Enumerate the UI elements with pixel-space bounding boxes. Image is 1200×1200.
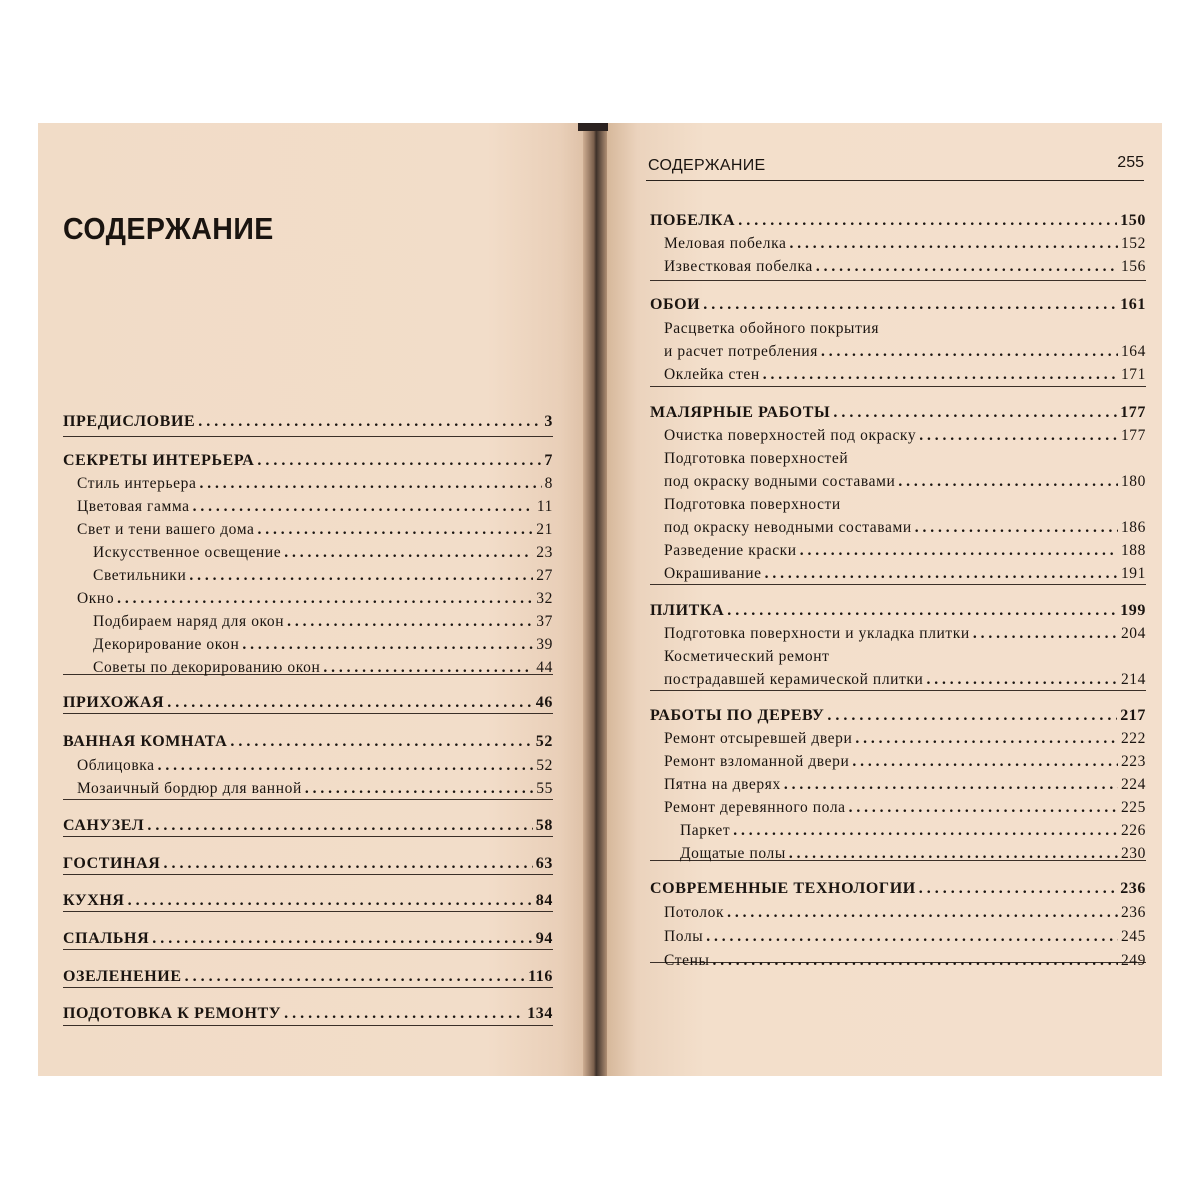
toc-entry-title: ВАННАЯ КОМНАТА: [63, 733, 228, 750]
toc-chapter-entry: [650, 880, 1146, 898]
toc-entry-title: Очистка поверхностей под окраску: [664, 427, 917, 444]
toc-leader-dots: [152, 930, 533, 948]
toc-page-number: 152: [1120, 235, 1146, 252]
toc-entry-title: Ремонт отсыревшей двери: [664, 730, 853, 747]
toc-entry-title: Подготовка поверхностей: [664, 450, 849, 467]
toc-entry-title: Пятна на дверях: [664, 776, 781, 793]
toc-leader-dots: [185, 968, 525, 986]
toc-entry-title: ОБОИ: [650, 296, 701, 313]
toc-subentry: [63, 498, 553, 516]
toc-entry-title: Цветовая гамма: [77, 498, 190, 515]
toc-chapter-entry: [63, 452, 553, 470]
spine-edge: [578, 123, 608, 131]
toc-leader-dots: [727, 904, 1118, 922]
toc-subentry: [63, 613, 553, 631]
toc-leader-dots: [287, 613, 533, 631]
toc-chapter-entry: [63, 892, 553, 910]
toc-page-number: 58: [535, 817, 553, 834]
toc-entry-title: Светильники: [93, 567, 187, 584]
toc-subentry: [63, 521, 553, 539]
toc-subentry: [650, 648, 1146, 666]
toc-leader-dots: [833, 404, 1117, 422]
toc-chapter-entry: [63, 694, 553, 712]
toc-entry-title: ПОДОТОВКА К РЕМОНТУ: [63, 1005, 282, 1022]
toc-entry-title: Подготовка поверхности: [664, 496, 841, 513]
toc-entry-title: ПРЕДИСЛОВИЕ: [63, 413, 196, 430]
toc-page-number: 177: [1120, 404, 1146, 421]
toc-page-number: 236: [1120, 904, 1146, 921]
toc-entry-title: Разведение краски: [664, 542, 797, 559]
toc-leader-dots: [703, 296, 1117, 314]
toc-leader-dots: [199, 475, 541, 493]
toc-page-number: 134: [527, 1005, 553, 1022]
toc-subentry: [63, 475, 553, 493]
toc-page-number: 116: [528, 968, 553, 985]
toc-page-number: 191: [1120, 565, 1146, 582]
toc-entry-title: САНУЗЕЛ: [63, 817, 145, 834]
toc-subentry: [650, 799, 1146, 817]
toc-leader-dots: [189, 567, 533, 585]
toc-page-number: 63: [535, 855, 553, 872]
toc-entry-title: под окраску неводными составами: [664, 519, 912, 536]
toc-page-number: 156: [1120, 258, 1146, 275]
toc-leader-dots: [926, 671, 1117, 689]
toc-page-number: 180: [1120, 473, 1146, 490]
toc-leader-dots: [973, 625, 1118, 643]
toc-chapter-entry: [63, 930, 553, 948]
toc-leader-dots: [821, 343, 1118, 361]
toc-leader-dots: [738, 212, 1117, 230]
toc-entry-title: Подготовка поверхности и укладка плитки: [664, 625, 970, 642]
toc-entry-title: Облицовка: [77, 757, 155, 774]
toc-chapter-entry: [63, 968, 553, 986]
toc-entry-title: Стены: [664, 952, 710, 969]
toc-entry-title: Оклейка стен: [664, 366, 760, 383]
toc-leader-dots: [915, 519, 1118, 537]
toc-leader-dots: [305, 780, 533, 798]
toc-subentry: [650, 625, 1146, 643]
toc-page-number: 225: [1120, 799, 1146, 816]
toc-leader-dots: [898, 473, 1118, 491]
toc-subentry: [63, 590, 553, 608]
toc-subentry: [650, 427, 1146, 445]
toc-page-number: 177: [1120, 427, 1146, 444]
toc-entry-title: Ремонт деревянного пола: [664, 799, 846, 816]
toc-leader-dots: [849, 799, 1118, 817]
toc-chapter-entry: [63, 1005, 553, 1023]
toc-leader-dots: [919, 427, 1118, 445]
book-spine: [583, 123, 607, 1076]
running-head: СОДЕРЖАНИЕ: [648, 157, 766, 174]
toc-subentry: [650, 904, 1146, 922]
toc-leader-dots: [198, 413, 541, 431]
toc-page-number: 171: [1120, 366, 1146, 383]
toc-subentry: [650, 473, 1146, 491]
toc-subentry: [650, 320, 1146, 338]
toc-chapter-entry: [650, 602, 1146, 620]
toc-chapter-entry: [650, 707, 1146, 725]
toc-page-number: 27: [536, 567, 553, 584]
toc-page-number: 204: [1120, 625, 1146, 642]
toc-entry-title: Ремонт взломанной двери: [664, 753, 850, 770]
toc-subentry: [63, 544, 553, 562]
toc-leader-dots: [784, 776, 1118, 794]
toc-page-number: 52: [535, 733, 553, 750]
toc-page-number: 224: [1120, 776, 1146, 793]
toc-leader-dots: [852, 753, 1118, 771]
toc-entry-title: Косметический ремонт: [664, 648, 830, 665]
toc-subentry: [63, 757, 553, 775]
toc-entry-title: ГОСТИНАЯ: [63, 855, 161, 872]
toc-leader-dots: [763, 366, 1118, 384]
toc-subentry: [63, 780, 553, 798]
toc-page-number: 217: [1120, 707, 1146, 724]
toc-leader-dots: [727, 602, 1117, 620]
toc-entry-title: Декорирование окон: [93, 636, 240, 653]
toc-page-number: 226: [1120, 822, 1146, 839]
toc-entry-title: Искусственное освещение: [93, 544, 282, 561]
toc-subentry: [650, 776, 1146, 794]
page-number: 255: [1117, 154, 1144, 171]
toc-leader-dots: [284, 544, 533, 562]
toc-page-number: 164: [1120, 343, 1146, 360]
toc-page-number: 21: [536, 521, 553, 538]
toc-page-number: 236: [1120, 880, 1146, 897]
toc-entry-title: ОЗЕЛЕНЕНИЕ: [63, 968, 182, 985]
toc-page-number: 32: [536, 590, 553, 607]
toc-subentry: [650, 235, 1146, 253]
toc-page-number: 46: [535, 694, 553, 711]
toc-entry-title: Меловая побелка: [664, 235, 787, 252]
toc-entry-title: РАБОТЫ ПО ДЕРЕВУ: [650, 707, 825, 724]
toc-entry-title: Советы по декорированию окон: [93, 659, 321, 676]
toc-subentry: [650, 730, 1146, 748]
toc-subentry: [650, 542, 1146, 560]
toc-entry-title: Расцветка обойного покрытия: [664, 320, 880, 337]
toc-entry-title: Свет и тени вашего дома: [77, 521, 255, 538]
header-rule: [646, 180, 1144, 181]
toc-entry-title: ПОБЕЛКА: [650, 212, 736, 229]
toc-leader-dots: [230, 733, 532, 751]
toc-entry-title: и расчет потребления: [664, 343, 818, 360]
toc-chapter-entry: [63, 817, 553, 835]
toc-entry-title: ПЛИТКА: [650, 602, 725, 619]
toc-subentry: [650, 822, 1146, 840]
toc-page-number: 52: [536, 757, 553, 774]
toc-subentry: [650, 343, 1146, 361]
toc-page-number: 3: [544, 413, 553, 430]
toc-subentry: [650, 519, 1146, 537]
toc-subentry: [63, 567, 553, 585]
toc-subentry: [650, 753, 1146, 771]
toc-subentry: [650, 952, 1146, 970]
toc-subentry: [650, 366, 1146, 384]
toc-subentry: [63, 636, 553, 654]
toc-leader-dots: [258, 521, 534, 539]
toc-leader-dots: [128, 892, 533, 910]
toc-leader-dots: [163, 855, 532, 873]
toc-subentry: [650, 450, 1146, 468]
toc-entry-title: СЕКРЕТЫ ИНТЕРЬЕРА: [63, 452, 255, 469]
toc-chapter-entry: [650, 212, 1146, 230]
toc-leader-dots: [827, 707, 1117, 725]
toc-subentry: [650, 928, 1146, 946]
toc-page-number: 199: [1120, 602, 1146, 619]
toc-page-number: 230: [1120, 845, 1146, 862]
toc-chapter-entry: [63, 855, 553, 873]
toc-entry-title: пострадавшей керамической плитки: [664, 671, 924, 688]
toc-page-number: 23: [536, 544, 553, 561]
toc-subentry: [650, 565, 1146, 583]
toc-subentry: [650, 258, 1146, 276]
toc-page-number: 223: [1120, 753, 1146, 770]
toc-entry-title: КУХНЯ: [63, 892, 125, 909]
toc-entry-title: Подбираем наряд для окон: [93, 613, 285, 630]
toc-page-number: 245: [1120, 928, 1146, 945]
toc-entry-title: Известковая побелка: [664, 258, 813, 275]
toc-page-number: 214: [1120, 671, 1146, 688]
toc-page-number: 39: [536, 636, 553, 653]
toc-chapter-entry: [650, 404, 1146, 422]
toc-subentry: [650, 496, 1146, 514]
toc-chapter-entry: [63, 733, 553, 751]
toc-page-number: 222: [1120, 730, 1146, 747]
toc-page-number: 37: [536, 613, 553, 630]
toc-page-number: 186: [1120, 519, 1146, 536]
toc-chapter-entry: [63, 413, 553, 431]
toc-entry-title: ПРИХОЖАЯ: [63, 694, 165, 711]
toc-leader-dots: [284, 1005, 524, 1023]
toc-page-number: 11: [536, 498, 553, 515]
toc-entry-title: МАЛЯРНЫЕ РАБОТЫ: [650, 404, 831, 421]
toc-page-number: 84: [535, 892, 553, 909]
toc-page-number: 161: [1120, 296, 1146, 313]
toc-page-number: 44: [536, 659, 553, 676]
toc-entry-title: Окно: [77, 590, 115, 607]
toc-leader-dots: [706, 928, 1118, 946]
toc-subentry: [650, 671, 1146, 689]
toc-leader-dots: [713, 952, 1118, 970]
right-page: [604, 123, 1162, 1076]
toc-entry-title: Полы: [664, 928, 704, 945]
toc-entry-title: Мозаичный бордюр для ванной: [77, 780, 302, 797]
toc-leader-dots: [800, 542, 1118, 560]
toc-leader-dots: [816, 258, 1118, 276]
toc-page-number: 8: [544, 475, 553, 492]
toc-leader-dots: [242, 636, 533, 654]
toc-page-number: 150: [1120, 212, 1146, 229]
toc-leader-dots: [167, 694, 533, 712]
toc-leader-dots: [158, 757, 534, 775]
toc-entry-title: Стиль интерьера: [77, 475, 197, 492]
contents-title: СОДЕРЖАНИЕ: [63, 211, 274, 246]
toc-leader-dots: [117, 590, 533, 608]
toc-entry-title: Паркет: [680, 822, 731, 839]
toc-page-number: 94: [535, 930, 553, 947]
toc-leader-dots: [147, 817, 532, 835]
toc-entry-title: Потолок: [664, 904, 725, 921]
toc-page-number: 55: [536, 780, 553, 797]
toc-page-number: 249: [1120, 952, 1146, 969]
toc-entry-title: Окрашивание: [664, 565, 762, 582]
toc-entry-title: Дощатые полы: [680, 845, 786, 862]
toc-entry-title: СПАЛЬНЯ: [63, 930, 150, 947]
toc-leader-dots: [855, 730, 1118, 748]
toc-leader-dots: [733, 822, 1118, 840]
left-page: [38, 123, 600, 1076]
toc-leader-dots: [193, 498, 534, 516]
toc-entry-title: под окраску водными составами: [664, 473, 896, 490]
toc-entry-title: СОВРЕМЕННЫЕ ТЕХНОЛОГИИ: [650, 880, 916, 897]
toc-page-number: 188: [1120, 542, 1146, 559]
toc-leader-dots: [919, 880, 1117, 898]
toc-page-number: 7: [544, 452, 553, 469]
toc-chapter-entry: [650, 296, 1146, 314]
toc-leader-dots: [789, 235, 1117, 253]
toc-leader-dots: [765, 565, 1118, 583]
toc-leader-dots: [257, 452, 541, 470]
